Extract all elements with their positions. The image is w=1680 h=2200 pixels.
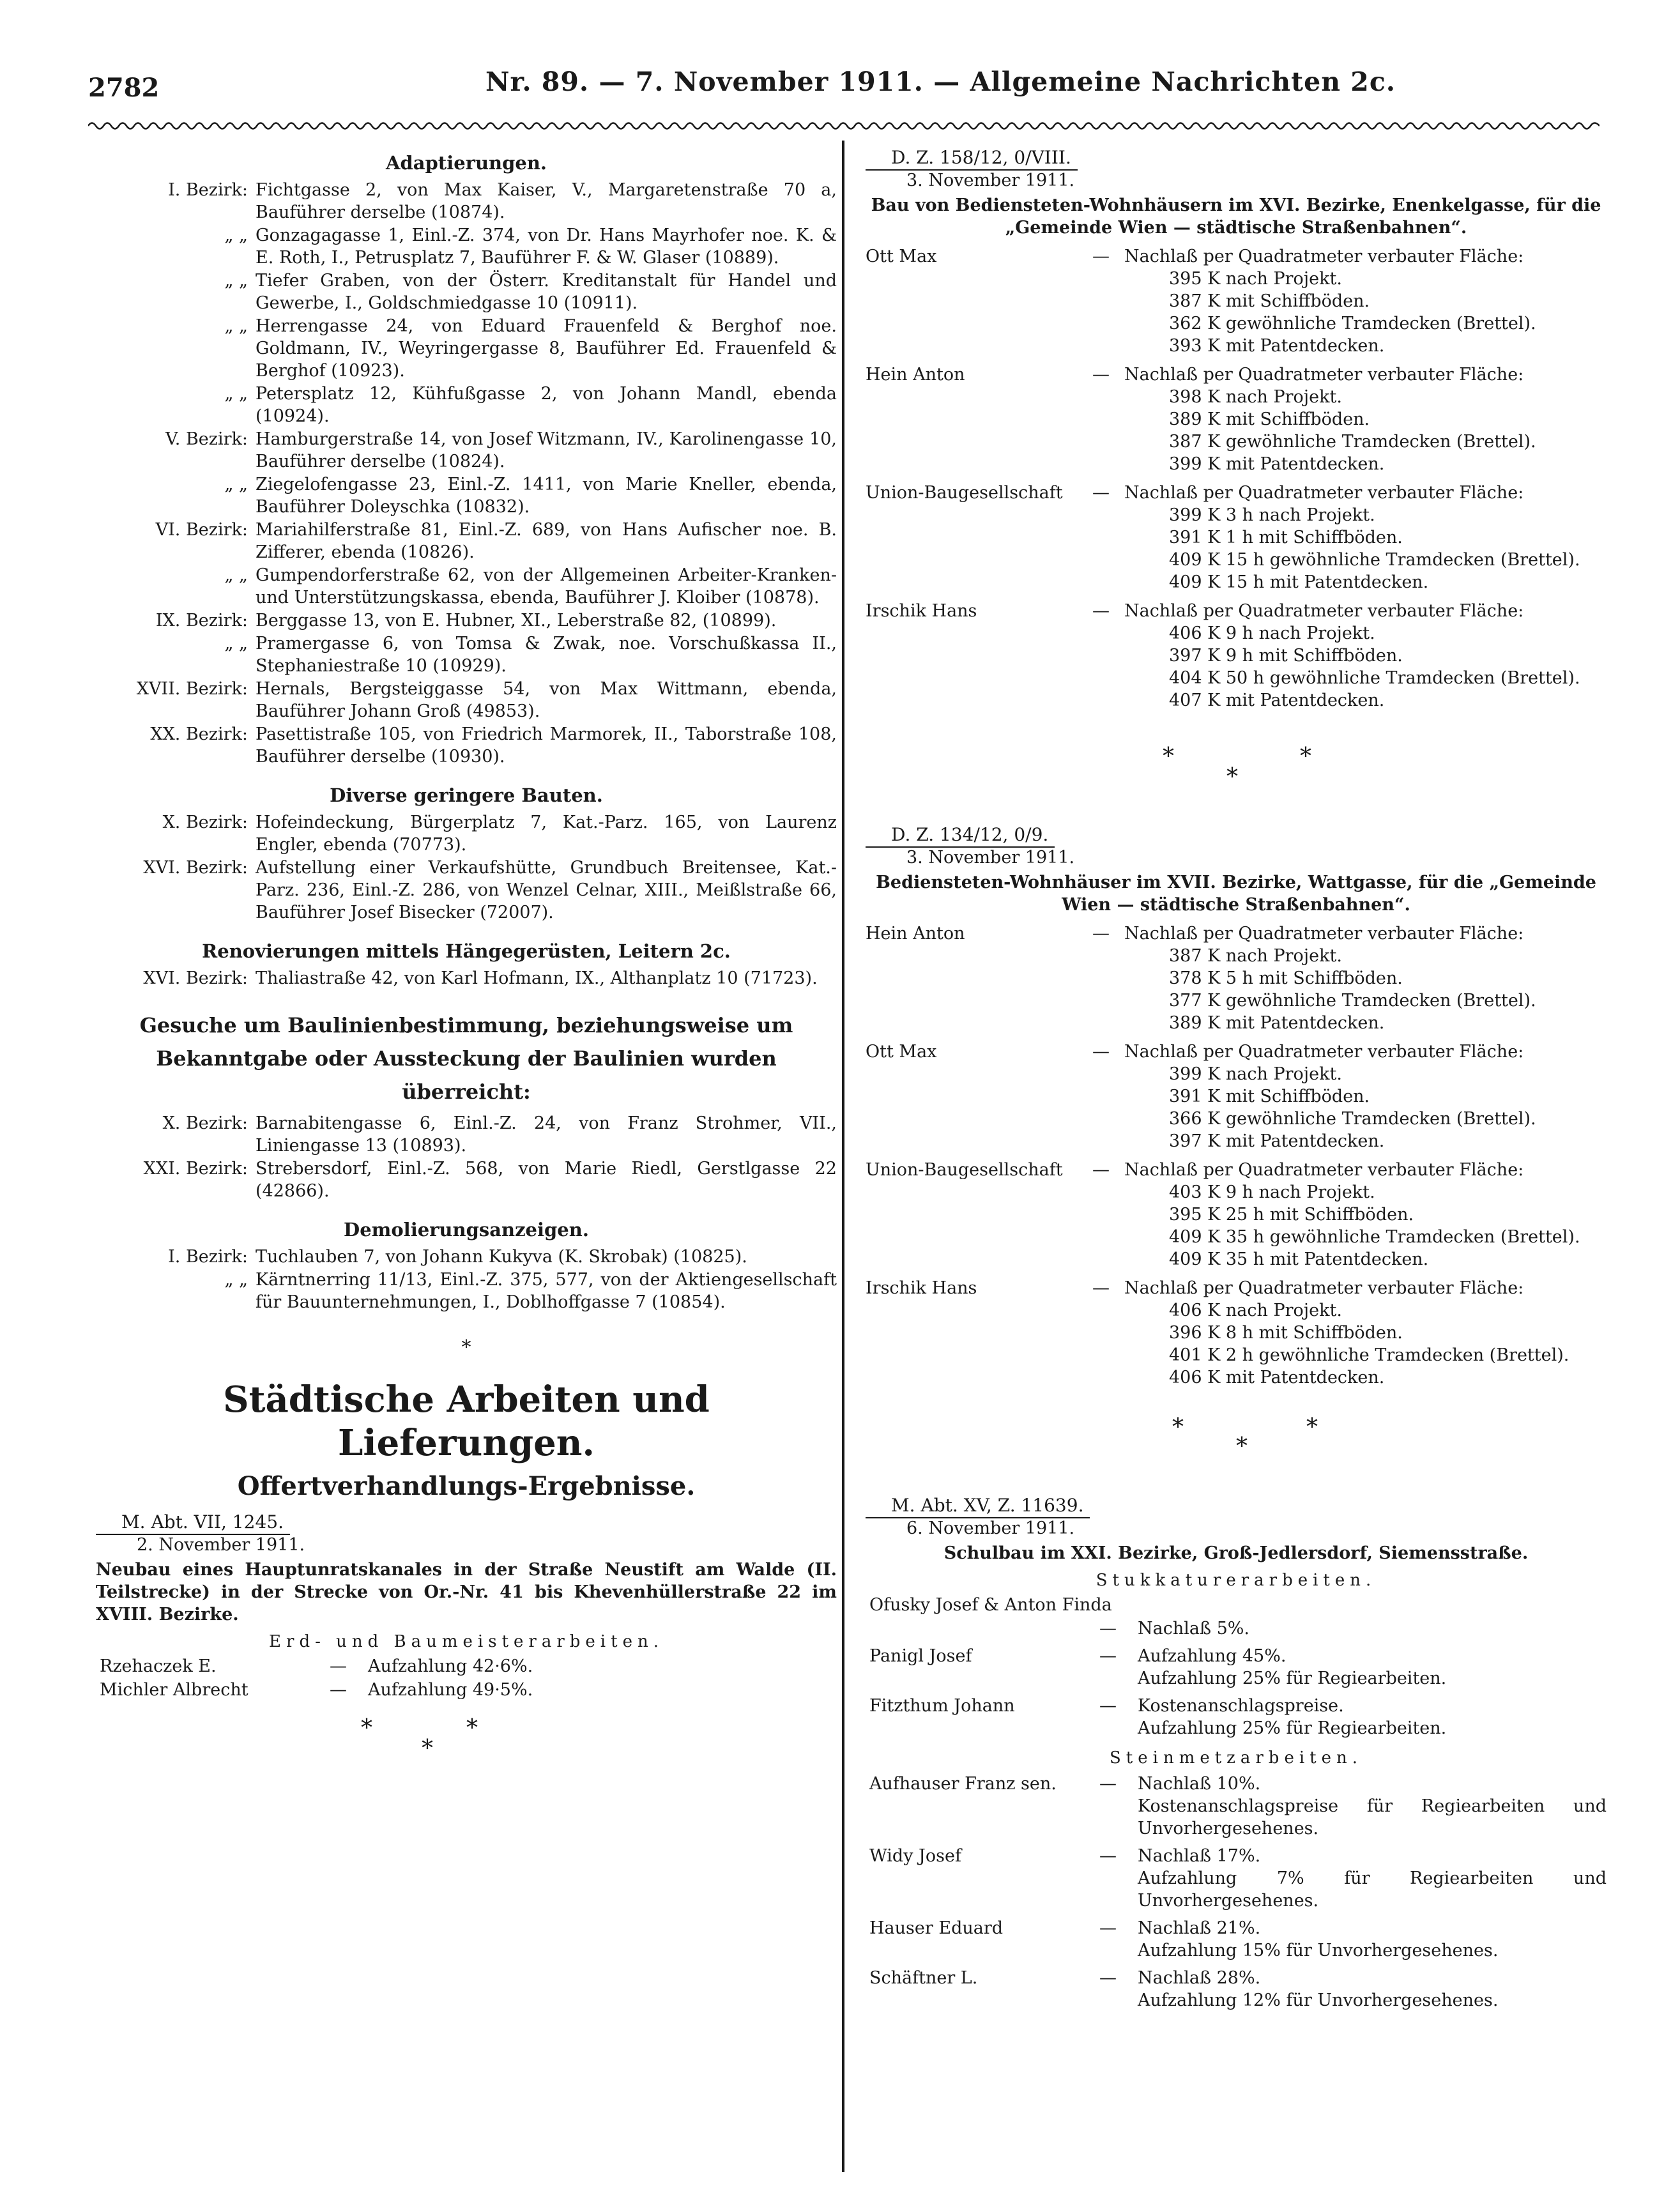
bid-row	[866, 1594, 1607, 1616]
dash: —	[1092, 1278, 1110, 1298]
bid-line: 389 K mit Patentdecken.	[1169, 1013, 1385, 1033]
entry-text: Herrengasse 24, von Eduard Frauenfeld & Berghof noe. Goldmann, IV., Weyringergasse 8, Bauführer Ed. Frauenfeld & Berghof (10923).	[256, 316, 837, 381]
bid-line: 404 K 50 h gewöhnliche Tramdecken (Brettel).	[1169, 668, 1580, 688]
entry-text: Berggasse 13, von E. Hubner, XI., Leberstraße 82, (10899).	[256, 611, 777, 630]
tender-date: 2. November 1911.	[137, 1535, 305, 1555]
district: I. Bezirk:	[168, 1247, 248, 1267]
entry	[96, 1269, 837, 1313]
dash: —	[1092, 1160, 1110, 1180]
district: X. Bezirk:	[162, 1113, 248, 1133]
dash: —	[1092, 1042, 1110, 1062]
main-heading: Städtische Arbeiten und Lieferungen.	[223, 1379, 710, 1464]
section-title-demolierung: Demolierungsanzeigen.	[344, 1219, 589, 1241]
bid-line: 389 K mit Schiffböden.	[1169, 409, 1370, 429]
entry-text: Hernals, Bergsteiggasse 54, von Max Wittmann, ebenda, Bauführer Johann Groß (49853).	[256, 679, 837, 721]
bid-row	[866, 1773, 1607, 1840]
tender-date: 3. November 1911.	[906, 848, 1075, 867]
entry	[96, 678, 837, 722]
entry	[96, 811, 837, 856]
entry-text: Mariahilferstraße 81, Einl.-Z. 689, von Hans Aufischer noe. B. Zifferer, ebenda (10826).	[256, 520, 837, 562]
entry-text: Gumpendorferstraße 62, von der Allgemeinen Arbeiter-Kranken- und Unterstützungskassa, ebenda, Bauführer J. Kloiber (10878).	[256, 565, 837, 607]
section-title-adaptierungen: Adaptierungen.	[385, 152, 547, 174]
bid-line: Nachlaß 28%.	[1138, 1968, 1261, 1988]
bid-line: 409 K 15 h mit Patentdecken.	[1169, 572, 1429, 592]
bid-line: 366 K gewöhnliche Tramdecken (Brettel).	[1169, 1109, 1536, 1129]
dash: —	[1099, 1918, 1117, 1938]
entry	[96, 519, 837, 563]
entry	[96, 967, 837, 989]
bid-head: Nachlaß per Quadratmeter verbauter Fläche:	[1124, 601, 1524, 621]
bid-row	[866, 922, 1607, 1034]
entry	[96, 1157, 837, 1202]
bid-line: 391 K mit Schiffböden.	[1169, 1087, 1370, 1106]
bidder-name: Hein Anton	[866, 365, 965, 385]
entry	[96, 270, 837, 314]
bidder-name: Ofusky Josef & Anton Finda	[869, 1595, 1112, 1615]
bid-line: 397 K mit Patentdecken.	[1169, 1131, 1385, 1151]
bidder-name	[866, 1617, 1099, 1640]
district: „ „	[224, 225, 248, 245]
bid-row	[96, 1655, 837, 1677]
section-title-renovierungen: Renovierungen mittels Hängegerüsten, Leitern 2c.	[202, 940, 731, 962]
entry-text: Kärntnerring 11/13, Einl.-Z. 375, 577, von der Aktiengesellschaft für Bauunternehmungen, I., Doblhoffgasse 7 (10854).	[256, 1270, 837, 1312]
entry-text: Thaliastraße 42, von Karl Hofmann, IX., Althanplatz 10 (71723).	[256, 968, 818, 988]
district: XX. Bezirk:	[150, 724, 248, 744]
dash: —	[1092, 924, 1110, 943]
reference-number: D. Z. 158/12, 0/VIII.	[866, 147, 1078, 171]
entry-text: Petersplatz 12, Kühfußgasse 2, von Johann Mandl, ebenda (10924).	[256, 384, 837, 426]
bid-line: 393 K mit Patentdecken.	[1169, 336, 1385, 356]
dash: —	[330, 1680, 347, 1700]
entry	[96, 632, 837, 677]
dash: —	[1099, 1696, 1117, 1716]
bid-head: Nachlaß per Quadratmeter verbauter Fläche:	[1124, 247, 1524, 266]
bid-row	[866, 245, 1607, 357]
district: „ „	[224, 384, 248, 404]
tender-block	[96, 1508, 837, 1773]
entry	[96, 224, 837, 269]
reference-number: M. Abt. VII, 1245.	[96, 1511, 290, 1535]
bid-row	[866, 1917, 1607, 1962]
tender-title: Neubau eines Hauptunratskanales in der Straße Neustift am Walde (II. Teilstrecke) in der Strecke von Or.-Nr. 41 bis Khevenhüllerstraße 22 im XVIII. Bezirke.	[96, 1560, 837, 1624]
entry-text: Fichtgasse 2, von Max Kaiser, V., Margaretenstraße 70 a, Bauführer derselbe (10874).	[256, 180, 837, 222]
bid-line: Nachlaß 17%.	[1138, 1846, 1261, 1866]
bidder-name: Schäftner L.	[869, 1968, 978, 1988]
bid-row	[96, 1679, 837, 1701]
dash: —	[1092, 365, 1110, 385]
bidder-name: Union-Baugesellschaft	[866, 1160, 1063, 1180]
bidder-name: Irschik Hans	[866, 1278, 977, 1298]
entry	[96, 179, 837, 224]
entry-text: Ziegelofengasse 23, Einl.-Z. 1411, von Marie Kneller, ebenda, Bauführer Doleyschka (10832).	[256, 475, 837, 517]
bid-text: Aufzahlung 49·5%.	[368, 1680, 533, 1700]
entry	[96, 857, 837, 924]
district: X. Bezirk:	[162, 813, 248, 832]
tender-block-3	[866, 1491, 1607, 2012]
district: „ „	[224, 1270, 248, 1290]
bid-line: 409 K 15 h gewöhnliche Tramdecken (Brettel).	[1169, 550, 1580, 570]
district: XVI. Bezirk:	[143, 968, 248, 988]
bid-line: 391 K 1 h mit Schiffböden.	[1169, 528, 1403, 547]
bidder-name: Rzehaczek E.	[100, 1656, 217, 1676]
bid-line: 401 K 2 h gewöhnliche Tramdecken (Brettel).	[1169, 1345, 1569, 1365]
entry-text: Hofeindeckung, Bürgerplatz 7, Kat.-Parz. 165, von Laurenz Engler, ebenda (70773).	[256, 813, 837, 855]
district: „ „	[224, 565, 248, 585]
entry-text: Pramergasse 6, von Tomsa & Zwak, noe. Vorschußkassa II., Stephaniestraße 10 (10929).	[256, 634, 837, 676]
entry	[96, 315, 837, 382]
entry	[96, 723, 837, 768]
bid-row	[866, 1159, 1607, 1271]
district: „ „	[224, 316, 248, 336]
bid-line: Nachlaß 10%.	[1138, 1774, 1261, 1794]
bid-line: Kostenanschlagspreise für Regiearbeiten und Unvorhergesehenes.	[1138, 1796, 1607, 1838]
column-divider	[842, 141, 844, 2172]
bidder-name: Irschik Hans	[866, 601, 977, 621]
bid-row	[866, 600, 1607, 712]
bid-row	[866, 1277, 1607, 1389]
separator-star: *	[461, 1336, 471, 1359]
tender-title: Bediensteten-Wohnhäuser im XVII. Bezirke, Wattgasse, für die „Gemeinde Wien — städtische Straßenbahnen“.	[876, 873, 1596, 915]
bid-head: Nachlaß per Quadratmeter verbauter Fläche:	[1124, 365, 1524, 385]
entry	[96, 473, 837, 518]
tender-date: 6. November 1911.	[906, 1518, 1075, 1538]
district: IX. Bezirk:	[155, 611, 248, 630]
tender-title: Schulbau im XXI. Bezirke, Groß-Jedlersdorf, Siemensstraße.	[943, 1543, 1529, 1563]
entry	[96, 609, 837, 632]
bid-row	[866, 363, 1607, 475]
bid-line: Aufzahlung 45%.	[1138, 1646, 1287, 1666]
bidder-name: Widy Josef	[869, 1846, 961, 1866]
entry-text: Tuchlauben 7, von Johann Kukyva (K. Skrobak) (10825).	[256, 1247, 747, 1267]
entry-text: Gonzagagasse 1, Einl.-Z. 374, von Dr. Hans Mayrhofer noe. K. & E. Roth, I., Petrusplatz 7, Bauführer F. & W. Glaser (10889).	[256, 225, 837, 268]
entry	[96, 564, 837, 609]
district: V. Bezirk:	[165, 429, 248, 449]
sub-heading: Offertverhandlungs-Ergebnisse.	[237, 1471, 696, 1501]
entry	[96, 1112, 837, 1157]
separator-stars: * * *	[1172, 1414, 1318, 1460]
separator-stars: * * *	[361, 1715, 478, 1762]
bid-line: 387 K gewöhnliche Tramdecken (Brettel).	[1169, 432, 1536, 452]
bid-line: 399 K 3 h nach Projekt.	[1169, 505, 1375, 525]
bid-line: 409 K 35 h mit Patentdecken.	[1169, 1249, 1429, 1269]
bidder-name: Ott Max	[866, 247, 937, 266]
bid-line: 399 K mit Patentdecken.	[1169, 454, 1385, 474]
bid-line: 409 K 35 h gewöhnliche Tramdecken (Brettel).	[1169, 1227, 1580, 1247]
bid-line: 397 K 9 h mit Schiffböden.	[1169, 646, 1403, 666]
right-column	[866, 143, 1607, 2015]
bidder-name: Ott Max	[866, 1042, 937, 1062]
entry-text: Strebersdorf, Einl.-Z. 568, von Marie Riedl, Gerstlgasse 22 (42866).	[256, 1159, 837, 1201]
bid-line: 398 K nach Projekt.	[1169, 387, 1342, 407]
bid-head: Nachlaß per Quadratmeter verbauter Fläche:	[1124, 924, 1524, 943]
district: „ „	[224, 475, 248, 494]
bidder-name: Hein Anton	[866, 924, 965, 943]
district: XVI. Bezirk:	[143, 858, 248, 878]
reference-number: D. Z. 134/12, 0/9.	[866, 824, 1055, 848]
bidder-name: Michler Albrecht	[100, 1680, 248, 1700]
left-column	[96, 143, 837, 1773]
tender-date: 3. November 1911.	[906, 171, 1075, 190]
tender-block-1	[866, 143, 1607, 820]
bid-line: Aufzahlung 25% für Regiearbeiten.	[1138, 1669, 1447, 1688]
district: XVII. Bezirk:	[136, 679, 248, 699]
bid-row	[866, 1617, 1607, 1640]
bid-row	[866, 1845, 1607, 1912]
bid-line: 403 K 9 h nach Projekt.	[1169, 1182, 1375, 1202]
bid-line: 406 K nach Projekt.	[1169, 1301, 1342, 1320]
bid-row	[866, 1967, 1607, 2012]
work-category: Erd- und Baumeisterarbeiten.	[269, 1632, 664, 1651]
dash: —	[1099, 1619, 1117, 1639]
bid-line: 377 K gewöhnliche Tramdecken (Brettel).	[1169, 991, 1536, 1011]
tender-title: Bau von Bediensteten-Wohnhäusern im XVI. Bezirke, Enenkelgasse, für die „Gemeinde Wien — städtische Straßenbahnen“.	[871, 195, 1601, 238]
bid-row	[866, 482, 1607, 593]
bidder-name: Union-Baugesellschaft	[866, 483, 1063, 503]
bid-line: 387 K nach Projekt.	[1169, 946, 1342, 966]
bid-line: Aufzahlung 25% für Regiearbeiten.	[1138, 1718, 1447, 1738]
bidder-name: Aufhauser Franz sen.	[869, 1774, 1057, 1794]
bidder-name: Panigl Josef	[869, 1646, 972, 1666]
bid-head: Nachlaß per Quadratmeter verbauter Fläche:	[1124, 483, 1524, 503]
entry-text: Barnabitengasse 6, Einl.-Z. 24, von Franz Strohmer, VII., Liniengasse 13 (10893).	[256, 1113, 837, 1156]
entry-text: Hamburgerstraße 14, von Josef Witzmann, IV., Karolinengasse 10, Bauführer derselbe (10824).	[256, 429, 837, 471]
bid-line: Aufzahlung 12% für Unvorhergesehenes.	[1138, 1990, 1499, 2010]
district: VI. Bezirk:	[155, 520, 248, 540]
bid-line: Nachlaß 21%.	[1138, 1918, 1261, 1938]
bidder-name: Fitzthum Johann	[869, 1696, 1015, 1716]
section-title-baulinien: Gesuche um Baulinienbestimmung, beziehungsweise um Bekanntgabe oder Aussteckung der Baulinien wurden überreicht:	[139, 1013, 793, 1104]
bid-line: 396 K 8 h mit Schiffböden.	[1169, 1323, 1403, 1343]
district: „ „	[224, 271, 248, 291]
bid-line: 407 K mit Patentdecken.	[1169, 691, 1385, 710]
district: „ „	[224, 634, 248, 653]
header-wavy-rule	[88, 116, 1600, 135]
bid-row	[866, 1041, 1607, 1152]
bid-head: Nachlaß per Quadratmeter verbauter Fläche:	[1124, 1278, 1524, 1298]
entry	[96, 428, 837, 473]
dash: —	[1099, 1846, 1117, 1866]
bid-text: Aufzahlung 42·6%.	[368, 1656, 533, 1676]
running-header: Nr. 89. — 7. November 1911. — Allgemeine Nachrichten 2c.	[485, 66, 1396, 97]
bid-row	[866, 1695, 1607, 1739]
tender-block-2	[866, 820, 1607, 1491]
entry-text: Aufstellung einer Verkaufshütte, Grundbuch Breitensee, Kat.-Parz. 236, Einl.-Z. 286, von Wenzel Celnar, XIII., Meißlstraße 66, Bauführer Josef Bisecker (72007).	[256, 858, 837, 922]
bid-line: 395 K 25 h mit Schiffböden.	[1169, 1205, 1414, 1225]
entry-text: Tiefer Graben, von der Österr. Kreditanstalt für Handel und Gewerbe, I., Goldschmiedgasse 10 (10911).	[256, 271, 837, 313]
dash: —	[1092, 483, 1110, 503]
bid-line: 406 K 9 h nach Projekt.	[1169, 623, 1375, 643]
dash: —	[1092, 601, 1110, 621]
bid-line: 387 K mit Schiffböden.	[1169, 291, 1370, 311]
bid-line: Aufzahlung 7% für Regiearbeiten und Unvorhergesehenes.	[1138, 1868, 1607, 1911]
dash: —	[1099, 1968, 1117, 1988]
entry	[96, 383, 837, 427]
entry-text: Pasettistraße 105, von Friedrich Marmorek, II., Taborstraße 108, Bauführer derselbe (10930).	[256, 724, 837, 767]
work-category: Stukkaturerarbeiten.	[1096, 1571, 1377, 1590]
section-title-diverse: Diverse geringere Bauten.	[330, 784, 603, 806]
bid-row	[866, 1645, 1607, 1690]
bid-head: Nachlaß per Quadratmeter verbauter Fläche:	[1124, 1160, 1524, 1180]
district: XXI. Bezirk:	[143, 1159, 248, 1179]
bid-line: 362 K gewöhnliche Tramdecken (Brettel).	[1169, 314, 1536, 333]
separator-stars: * * *	[1163, 744, 1311, 790]
entry	[96, 1246, 837, 1268]
bid-line: Kostenanschlagspreise.	[1138, 1696, 1344, 1716]
bid-line: Aufzahlung 15% für Unvorhergesehenes.	[1138, 1941, 1499, 1960]
entries-adaptierungen	[96, 179, 837, 768]
bid-line: 399 K nach Projekt.	[1169, 1064, 1342, 1084]
dash: —	[1092, 247, 1110, 266]
work-category: Steinmetzarbeiten.	[1109, 1748, 1363, 1768]
bid-line: 395 K nach Projekt.	[1169, 269, 1342, 289]
district: I. Bezirk:	[168, 180, 248, 200]
dash: —	[1099, 1774, 1117, 1794]
page-number: 2782	[88, 73, 160, 103]
dash: —	[1099, 1646, 1117, 1666]
bid-line: Nachlaß 5%.	[1138, 1619, 1249, 1639]
bid-line: 406 K mit Patentdecken.	[1169, 1368, 1385, 1387]
bid-head: Nachlaß per Quadratmeter verbauter Fläche:	[1124, 1042, 1524, 1062]
reference-number: M. Abt. XV, Z. 11639.	[866, 1495, 1090, 1518]
bid-line: 378 K 5 h mit Schiffböden.	[1169, 968, 1403, 988]
bidder-name: Hauser Eduard	[869, 1918, 1004, 1938]
dash: —	[330, 1656, 347, 1676]
